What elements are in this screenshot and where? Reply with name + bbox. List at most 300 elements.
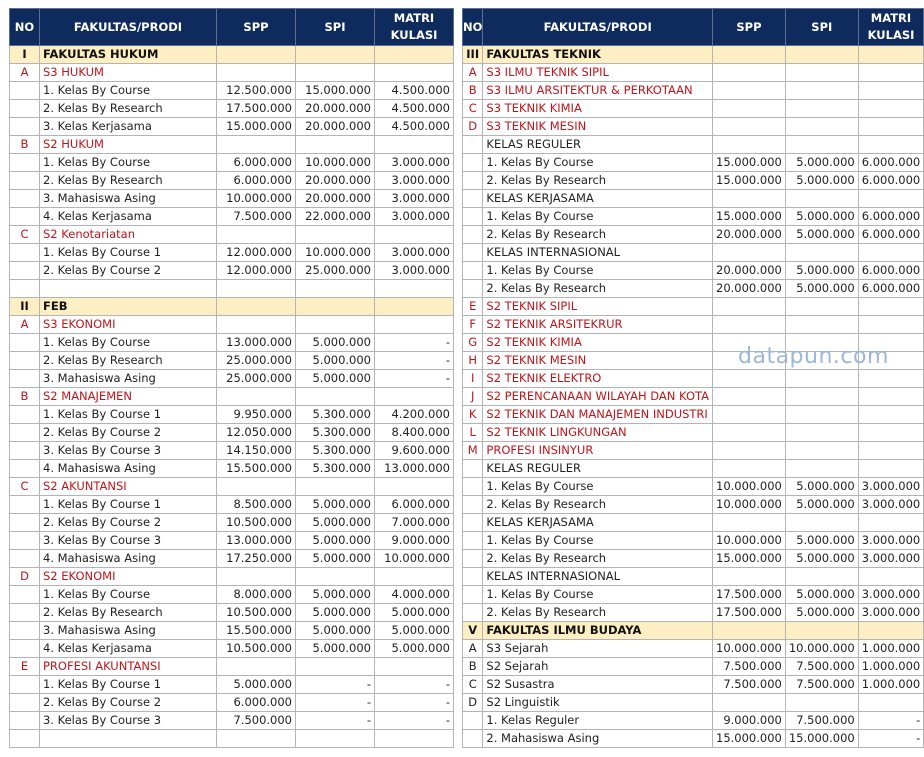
spp-value: 5.000.000: [217, 676, 296, 694]
spp-value: 9.950.000: [217, 406, 296, 424]
row-number: [463, 460, 483, 478]
row-number: I: [10, 46, 40, 64]
program-name: 2. Kelas By Research: [40, 352, 217, 370]
row-number: [10, 694, 40, 712]
matrikulasi-value: 8.400.000: [375, 424, 454, 442]
program-name: 3. Kelas By Course 3: [40, 712, 217, 730]
program-name: 1. Kelas By Course: [483, 586, 713, 604]
row-number: [10, 244, 40, 262]
spp-value: [713, 316, 786, 334]
program-name: S2 Susastra: [483, 676, 713, 694]
spi-value: [785, 514, 858, 532]
program-name: S3 ILMU TEKNIK SIPIL: [483, 64, 713, 82]
spi-value: [296, 280, 375, 298]
program-name: S3 TEKNIK MESIN: [483, 118, 713, 136]
spp-value: 25.000.000: [217, 370, 296, 388]
table-row: [463, 262, 924, 280]
program-row: [463, 640, 924, 658]
row-number: [463, 280, 483, 298]
table-row: [10, 82, 454, 100]
program-name: S2 TEKNIK DAN MANAJEMEN INDUSTRI: [483, 406, 713, 424]
spi-value: [785, 190, 858, 208]
matrikulasi-value: [858, 694, 924, 712]
program-row: [10, 388, 454, 406]
program-name: S2 TEKNIK LINGKUNGAN: [483, 424, 713, 442]
matrikulasi-value: -: [375, 694, 454, 712]
spp-value: 15.000.000: [713, 208, 786, 226]
spi-value: 7.500.000: [785, 712, 858, 730]
row-number: [10, 172, 40, 190]
row-number: [10, 604, 40, 622]
row-number: A: [463, 64, 483, 82]
program-name: 3. Mahasiswa Asing: [40, 370, 217, 388]
spi-value: 10.000.000: [296, 154, 375, 172]
program-name: S2 HUKUM: [40, 136, 217, 154]
table-row: [10, 406, 454, 424]
spp-value: [713, 568, 786, 586]
program-name: FAKULTAS HUKUM: [40, 46, 217, 64]
spp-value: [217, 298, 296, 316]
program-name: S3 HUKUM: [40, 64, 217, 82]
program-row: [463, 298, 924, 316]
fee-table-left: [9, 8, 454, 748]
program-row: [463, 118, 924, 136]
row-number: [463, 514, 483, 532]
program-name: 2. Kelas By Course 2: [40, 694, 217, 712]
row-number: [463, 730, 483, 748]
header-spi: SPI: [296, 9, 375, 46]
row-number: [10, 730, 40, 748]
spi-value: [296, 478, 375, 496]
spi-value: [785, 46, 858, 64]
program-row: [463, 424, 924, 442]
spp-value: 20.000.000: [713, 226, 786, 244]
row-number: E: [10, 658, 40, 676]
program-name: 1. Kelas By Course: [483, 154, 713, 172]
row-number: [463, 478, 483, 496]
spp-value: 13.000.000: [217, 532, 296, 550]
table-row: [463, 460, 924, 478]
spi-value: [785, 424, 858, 442]
matrikulasi-value: 4.500.000: [375, 100, 454, 118]
program-row: [10, 226, 454, 244]
spp-value: 17.500.000: [217, 100, 296, 118]
table-row: [463, 154, 924, 172]
program-row: [10, 568, 454, 586]
spp-value: [713, 370, 786, 388]
row-number: [10, 82, 40, 100]
matrikulasi-value: 5.000.000: [375, 604, 454, 622]
program-name: S2 TEKNIK SIPIL: [483, 298, 713, 316]
row-number: [463, 586, 483, 604]
spp-value: [217, 280, 296, 298]
table-row: [10, 640, 454, 658]
spi-value: 20.000.000: [296, 100, 375, 118]
spp-value: 7.500.000: [713, 676, 786, 694]
spp-value: 12.050.000: [217, 424, 296, 442]
matrikulasi-value: [858, 244, 924, 262]
row-number: C: [10, 478, 40, 496]
program-name: 3. Kelas By Course 3: [40, 442, 217, 460]
spp-value: 15.500.000: [217, 460, 296, 478]
spp-value: 17.500.000: [713, 604, 786, 622]
row-number: B: [10, 136, 40, 154]
spp-value: [713, 406, 786, 424]
matrikulasi-value: 10.000.000: [375, 550, 454, 568]
matrikulasi-value: 3.000.000: [858, 496, 924, 514]
spi-value: 5.300.000: [296, 460, 375, 478]
matrikulasi-value: 13.000.000: [375, 460, 454, 478]
spi-value: [296, 316, 375, 334]
matrikulasi-value: [858, 190, 924, 208]
table-row: [463, 172, 924, 190]
program-name: KELAS INTERNASIONAL: [483, 568, 713, 586]
program-row: [463, 100, 924, 118]
spp-value: [713, 442, 786, 460]
program-name: 2. Kelas By Course 2: [40, 514, 217, 532]
matrikulasi-value: 6.000.000: [858, 172, 924, 190]
program-row: [463, 694, 924, 712]
table-body-right: [463, 46, 924, 748]
spi-value: [785, 64, 858, 82]
spi-value: 5.000.000: [296, 514, 375, 532]
spi-value: [785, 442, 858, 460]
spi-value: [785, 388, 858, 406]
program-name: FEB: [40, 298, 217, 316]
spi-value: [296, 46, 375, 64]
program-name: S2 Linguistik: [483, 694, 713, 712]
table-row: [463, 514, 924, 532]
row-number: M: [463, 442, 483, 460]
program-name: S2 AKUNTANSI: [40, 478, 217, 496]
matrikulasi-value: [858, 316, 924, 334]
spp-value: 12.500.000: [217, 82, 296, 100]
spi-value: -: [296, 676, 375, 694]
row-number: B: [10, 388, 40, 406]
row-number: III: [463, 46, 483, 64]
header-no: NO: [10, 9, 40, 46]
row-number: [463, 226, 483, 244]
spi-value: 5.000.000: [296, 334, 375, 352]
row-number: [10, 550, 40, 568]
table-row: [10, 334, 454, 352]
matrikulasi-value: [858, 370, 924, 388]
matrikulasi-value: [375, 298, 454, 316]
program-name: 4. Mahasiswa Asing: [40, 550, 217, 568]
table-row: [10, 280, 454, 298]
row-number: D: [10, 568, 40, 586]
spi-value: 5.300.000: [296, 442, 375, 460]
spp-value: [217, 568, 296, 586]
spi-value: 5.300.000: [296, 424, 375, 442]
spp-value: [713, 64, 786, 82]
program-row: [463, 370, 924, 388]
faculty-row: [463, 46, 924, 64]
spi-value: [785, 370, 858, 388]
row-number: [10, 262, 40, 280]
spi-value: 5.000.000: [296, 622, 375, 640]
table-row: [463, 478, 924, 496]
row-number: [463, 172, 483, 190]
program-name: S2 PERENCANAAN WILAYAH DAN KOTA: [483, 388, 713, 406]
matrikulasi-value: 3.000.000: [375, 262, 454, 280]
spp-value: 8.500.000: [217, 496, 296, 514]
row-number: A: [463, 640, 483, 658]
program-name: 1. Kelas By Course: [483, 478, 713, 496]
program-row: [463, 658, 924, 676]
spp-value: 12.000.000: [217, 244, 296, 262]
spi-value: 5.000.000: [785, 532, 858, 550]
spp-value: 7.500.000: [217, 712, 296, 730]
program-name: PROFESI AKUNTANSI: [40, 658, 217, 676]
row-number: K: [463, 406, 483, 424]
matrikulasi-value: 5.000.000: [375, 640, 454, 658]
spp-value: [217, 136, 296, 154]
fee-table-right: [462, 8, 924, 748]
matrikulasi-value: 3.000.000: [375, 172, 454, 190]
row-number: C: [463, 100, 483, 118]
matrikulasi-value: 3.000.000: [858, 586, 924, 604]
matrikulasi-value: [858, 622, 924, 640]
spp-value: [217, 478, 296, 496]
spp-value: [713, 622, 786, 640]
spi-value: 5.000.000: [296, 550, 375, 568]
spp-value: 10.000.000: [713, 478, 786, 496]
faculty-row: [10, 46, 454, 64]
program-name: 2. Kelas By Research: [483, 280, 713, 298]
row-number: [463, 262, 483, 280]
matrikulasi-value: 1.000.000: [858, 640, 924, 658]
program-name: 1. Kelas By Course: [40, 586, 217, 604]
table-row: [10, 442, 454, 460]
matrikulasi-value: 3.000.000: [375, 190, 454, 208]
matrikulasi-value: [375, 730, 454, 748]
program-row: [463, 442, 924, 460]
row-number: [463, 568, 483, 586]
program-name: KELAS REGULER: [483, 460, 713, 478]
row-number: [10, 586, 40, 604]
spp-value: [713, 424, 786, 442]
matrikulasi-value: 6.000.000: [858, 226, 924, 244]
row-number: [463, 532, 483, 550]
program-name: 2. Kelas By Course 2: [40, 424, 217, 442]
program-name: 2. Mahasiswa Asing: [483, 730, 713, 748]
spp-value: [713, 388, 786, 406]
spi-value: 5.000.000: [296, 604, 375, 622]
program-name: 2. Kelas By Research: [40, 604, 217, 622]
table-row: [10, 586, 454, 604]
spi-value: [785, 136, 858, 154]
matrikulasi-value: -: [375, 334, 454, 352]
row-number: [10, 442, 40, 460]
matrikulasi-value: 9.000.000: [375, 532, 454, 550]
spi-value: [785, 298, 858, 316]
row-number: [10, 370, 40, 388]
program-row: [463, 316, 924, 334]
matrikulasi-value: [375, 568, 454, 586]
spp-value: 10.000.000: [713, 496, 786, 514]
matrikulasi-value: -: [375, 352, 454, 370]
program-name: 1. Kelas By Course: [40, 82, 217, 100]
header-matrikulasi: [858, 9, 924, 46]
matrikulasi-value: 3.000.000: [858, 604, 924, 622]
table-row: [463, 496, 924, 514]
table-row: [10, 118, 454, 136]
spi-value: 5.000.000: [296, 586, 375, 604]
table-row: [10, 460, 454, 478]
matrikulasi-value: [858, 136, 924, 154]
row-number: [10, 424, 40, 442]
matrikulasi-value: [858, 46, 924, 64]
row-number: [10, 532, 40, 550]
spp-value: [713, 118, 786, 136]
program-name: 3. Mahasiswa Asing: [40, 190, 217, 208]
table-row: [463, 136, 924, 154]
matrikulasi-value: 3.000.000: [858, 478, 924, 496]
spi-value: -: [296, 712, 375, 730]
row-number: C: [10, 226, 40, 244]
program-name: S3 TEKNIK KIMIA: [483, 100, 713, 118]
table-row: [463, 280, 924, 298]
row-number: [10, 676, 40, 694]
matrikulasi-value: [858, 298, 924, 316]
table-row: [463, 190, 924, 208]
spp-value: 15.000.000: [713, 154, 786, 172]
spi-value: 10.000.000: [296, 244, 375, 262]
matrikulasi-value: [858, 64, 924, 82]
matrikulasi-value: 5.000.000: [375, 622, 454, 640]
table-row: [463, 244, 924, 262]
spi-value: 5.000.000: [296, 352, 375, 370]
row-number: [463, 208, 483, 226]
matrikulasi-value: 4.200.000: [375, 406, 454, 424]
matrikulasi-value: 7.000.000: [375, 514, 454, 532]
matrikulasi-value: [858, 118, 924, 136]
program-name: S3 Sejarah: [483, 640, 713, 658]
matrikulasi-value: [375, 658, 454, 676]
matrikulasi-value: [858, 442, 924, 460]
row-number: [10, 208, 40, 226]
row-number: [10, 640, 40, 658]
spp-value: 6.000.000: [217, 172, 296, 190]
table-row: [10, 622, 454, 640]
program-name: 2. Kelas By Research: [483, 604, 713, 622]
program-row: [10, 658, 454, 676]
matrikulasi-value: 1.000.000: [858, 676, 924, 694]
matrikulasi-value: 3.000.000: [375, 208, 454, 226]
spp-value: 10.000.000: [713, 532, 786, 550]
matrikulasi-value: 6.000.000: [858, 208, 924, 226]
program-name: S2 MANAJEMEN: [40, 388, 217, 406]
spi-value: [785, 406, 858, 424]
program-name: [40, 280, 217, 298]
matrikulasi-value: [858, 100, 924, 118]
spp-value: [217, 388, 296, 406]
matrikulasi-value: 6.000.000: [375, 496, 454, 514]
program-row: [463, 64, 924, 82]
program-name: 4. Mahasiswa Asing: [40, 460, 217, 478]
header-matrikulasi-line2: KULASI: [867, 28, 915, 42]
spp-value: 25.000.000: [217, 352, 296, 370]
program-name: 4. Kelas Kerjasama: [40, 208, 217, 226]
table-row: [10, 424, 454, 442]
program-name: 1. Kelas By Course 1: [40, 676, 217, 694]
table-row: [463, 604, 924, 622]
watermark-text: datapun.com: [738, 344, 889, 369]
spi-value: [785, 316, 858, 334]
matrikulasi-value: [858, 460, 924, 478]
header-spp: SPP: [713, 9, 786, 46]
matrikulasi-value: [858, 388, 924, 406]
spp-value: 15.000.000: [217, 118, 296, 136]
spi-value: 5.000.000: [785, 478, 858, 496]
spi-value: 5.000.000: [785, 154, 858, 172]
row-number: F: [463, 316, 483, 334]
program-name: PROFESI INSINYUR: [483, 442, 713, 460]
program-row: [463, 676, 924, 694]
spi-value: [785, 82, 858, 100]
spp-value: 12.000.000: [217, 262, 296, 280]
spp-value: 7.500.000: [217, 208, 296, 226]
program-name: 1. Kelas By Course: [483, 532, 713, 550]
table-row: [10, 730, 454, 748]
row-number: [10, 190, 40, 208]
header-spp: SPP: [217, 9, 296, 46]
spp-value: 6.000.000: [217, 694, 296, 712]
row-number: [463, 604, 483, 622]
spp-value: [713, 244, 786, 262]
matrikulasi-value: [375, 46, 454, 64]
matrikulasi-value: -: [375, 370, 454, 388]
spp-value: [713, 136, 786, 154]
spi-value: [296, 388, 375, 406]
row-number: [463, 550, 483, 568]
row-number: [463, 244, 483, 262]
program-name: S2 TEKNIK KIMIA: [483, 334, 713, 352]
table-row: [10, 496, 454, 514]
program-name: 4. Kelas Kerjasama: [40, 640, 217, 658]
program-name: 3. Kelas Kerjasama: [40, 118, 217, 136]
spp-value: [713, 82, 786, 100]
program-name: S2 TEKNIK MESIN: [483, 352, 713, 370]
row-number: [10, 280, 40, 298]
header-spi: SPI: [785, 9, 858, 46]
faculty-row: [10, 298, 454, 316]
row-number: B: [463, 658, 483, 676]
row-number: [10, 712, 40, 730]
table-row: [463, 712, 924, 730]
program-row: [10, 136, 454, 154]
program-name: 3. Kelas By Course 3: [40, 532, 217, 550]
matrikulasi-value: -: [375, 712, 454, 730]
row-number: [10, 622, 40, 640]
spi-value: [785, 694, 858, 712]
spp-value: [713, 298, 786, 316]
table-row: [10, 712, 454, 730]
row-number: [10, 334, 40, 352]
program-row: [10, 64, 454, 82]
table-row: [10, 190, 454, 208]
table-row: [463, 208, 924, 226]
spp-value: 9.000.000: [713, 712, 786, 730]
spi-value: [296, 226, 375, 244]
row-number: [463, 190, 483, 208]
program-name: S3 EKONOMI: [40, 316, 217, 334]
program-name: [40, 730, 217, 748]
table-row: [10, 676, 454, 694]
spp-value: 15.500.000: [217, 622, 296, 640]
program-row: [10, 478, 454, 496]
